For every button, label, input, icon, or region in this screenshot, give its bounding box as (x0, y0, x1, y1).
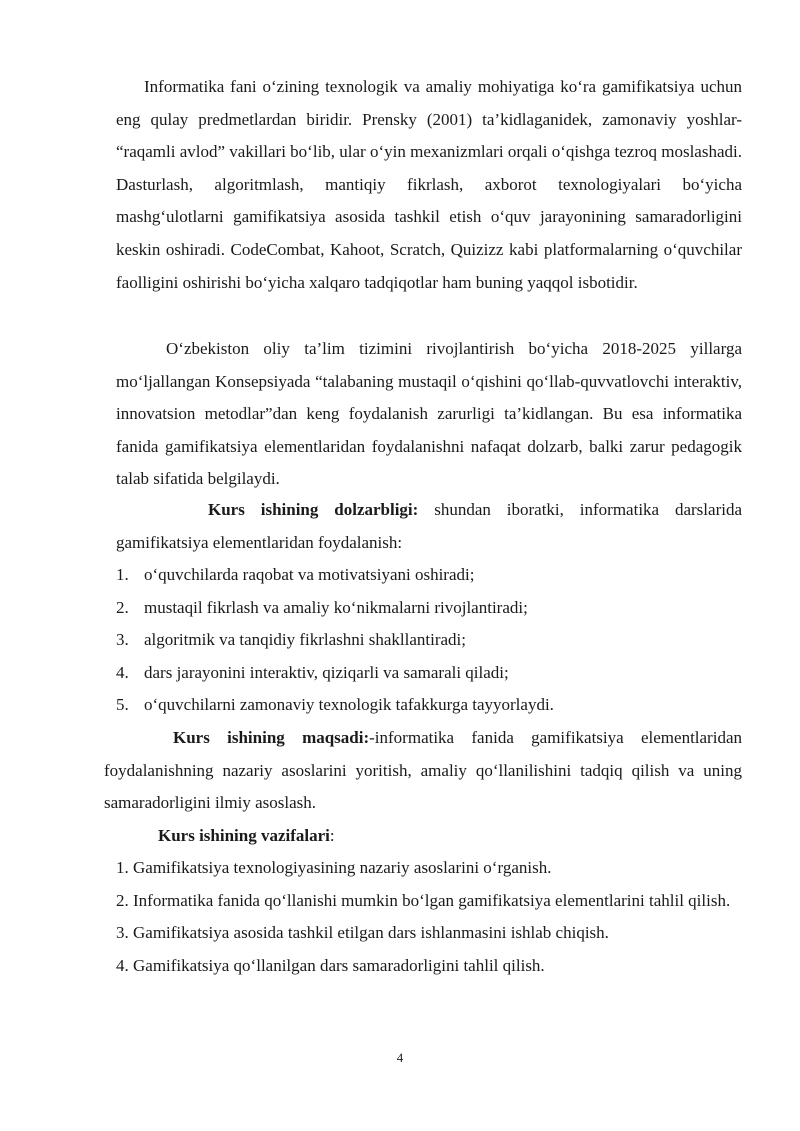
goal-paragraph (104, 722, 742, 820)
tasks-heading-line (104, 820, 742, 853)
list-item-number: 4. (116, 662, 129, 682)
goal-heading: Kurs ishining maqsadi: (173, 728, 370, 747)
relevance-text: shundan iboratki, informatika darslarida gamifikatsiya elementlaridan foydalanish: (116, 500, 742, 552)
task-item: 1. Gamifikatsiya texnologiyasining nazariy asoslarini o‘rganish. (116, 858, 552, 877)
tasks-colon: : (329, 826, 335, 845)
list-item (116, 592, 742, 625)
list-item-number: 5. (116, 695, 129, 715)
list-item-text: o‘quvchilarni zamonaviy texnologik tafakkurga tayyorlaydi. (144, 695, 554, 715)
goal-text: -informatika fanida gamifikatsiya elementlaridan foydalanishning nazariy asoslarini yoritish, amaliy qo‘llanilishini tadqiq qilish va uning samaradorligini ilmiy asoslash. (104, 728, 742, 813)
relevance-list (116, 559, 742, 722)
tasks-list (104, 852, 742, 982)
list-item-text: dars jarayonini interaktiv, qiziqarli va samarali qiladi; (144, 662, 509, 682)
task-item: 3. Gamifikatsiya asosida tashkil etilgan dars ishlanmasini ishlab chiqish. (116, 923, 609, 943)
list-item (116, 624, 742, 657)
relevance-heading: Kurs ishining dolzarbligi: (208, 500, 419, 519)
relevance-paragraph (116, 494, 742, 559)
tasks-heading: Kurs ishining vazifalari (158, 826, 330, 845)
list-item-text: o‘quvchilarda raqobat va motivatsiyani oshiradi; (144, 565, 475, 584)
list-item-text: mustaqil fikrlash va amaliy ko‘nikmalarni rivojlantiradi; (144, 597, 528, 617)
page-number: 4 (396, 1050, 404, 1065)
task-item: 2. Informatika fanida qo‘llanishi mumkin bo‘lgan gamifikatsiya elementlarini tahlil qilish. (116, 890, 731, 910)
list-item-number: 2. (116, 597, 129, 617)
list-item (116, 689, 742, 722)
list-item (116, 657, 742, 690)
task-item: 4. Gamifikatsiya qo‘llanilgan dars samaradorligini tahlil qilish. (116, 955, 545, 975)
list-item-number: 1. (116, 565, 129, 584)
concept-paragraph: O‘zbekiston oliy ta’lim tizimini rivojlantirish bo‘yicha 2018-2025 yillarga mo‘ljallangan Konsepsiyada “talabaning mustaqil o‘qishini qo‘llab-quvvatlovchi interaktiv, innovatsion metodlar”dan keng foydalanish zarurligi ta’kidlangan. Bu esa informatika fanida gamifikatsiya elementlaridan foydalanishni nafaqat dolzarb, balki zarur pedagogik talab sifatida belgilaydi. (116, 339, 742, 489)
intro-paragraph: Informatika fani o‘zining texnologik va amaliy mohiyatiga ko‘ra gamifikatsiya uchun eng qulay predmetlardan biridir. Prensky (2001) ta’kidlaganidek, zamonaviy yoshlar- “raqamli avlod” vakillari bo‘lib, ular o‘yin mexanizmlari orqali o‘qishga tezroq moslashadi. Dasturlash, algoritmlash, mantiqiy fikrlash, axborot texnologiyalari bo‘yicha mashg‘ulotlarni gamifikatsiya asosida tashkil etish o‘quv jarayonining samaradorligini keskin oshiradi. CodeCombat, Kahoot, Scratch, Quizizz kabi platformalarning o‘quvchilar faolligini oshirishi bo‘yicha xalqaro tadqiqotlar ham buning yaqqol isbotidir. (116, 77, 742, 292)
list-item (116, 559, 742, 592)
list-item-number: 3. (116, 630, 129, 650)
list-item-text: algoritmik va tanqidiy fikrlashni shakllantiradi; (144, 630, 466, 650)
